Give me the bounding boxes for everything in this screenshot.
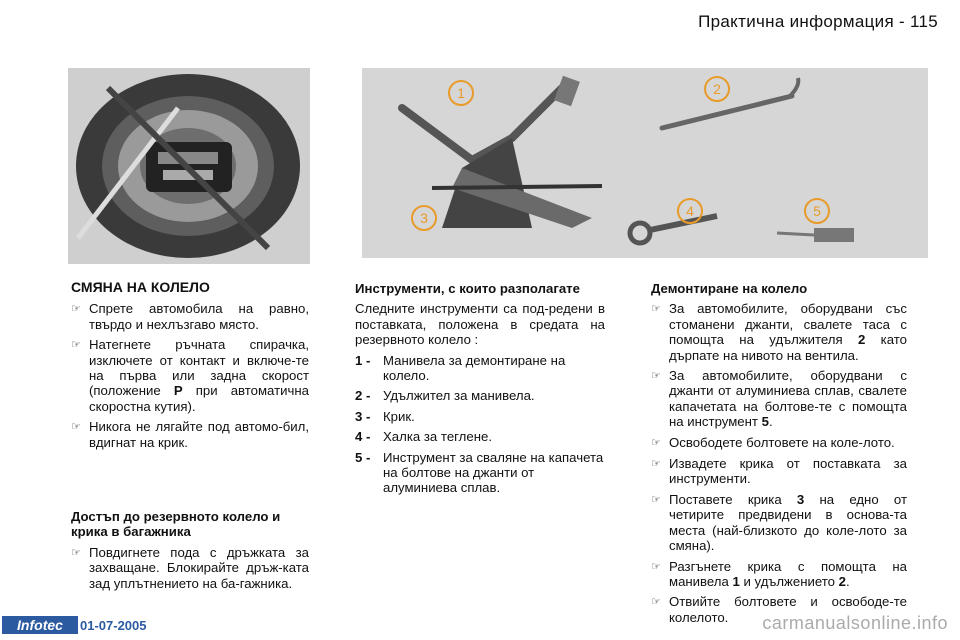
footer-date: 01-07-2005 [80, 618, 147, 633]
watermark-site: carmanualsonline.info [762, 613, 948, 633]
cap-remover-icon [814, 228, 854, 242]
hand-pointer-icon: ☞ [71, 339, 81, 352]
list-item: ☞ Извадете крика от поставката за инструменти. [651, 456, 907, 487]
list-item: 1 - Манивела за демонтиране на колело. [355, 352, 566, 384]
list-item: 3 - Крик. [355, 408, 415, 424]
svg-text:4: 4 [686, 203, 694, 219]
hand-pointer-icon: ☞ [651, 370, 661, 383]
right-column [651, 281, 907, 630]
hand-pointer-icon: ☞ [71, 546, 81, 559]
list-item: ☞ Поставете крика 3 на едно от четирите предвидени в основа-та места (най-близкото до коле-лото за смяна). [651, 491, 907, 554]
section-title-tools: Инструменти, с които разполагате [355, 281, 580, 296]
hand-pointer-icon: ☞ [71, 421, 81, 434]
hand-pointer-icon: ☞ [651, 458, 661, 471]
section-title-change-wheel: СМЯНА НА КОЛЕЛО [71, 279, 210, 295]
list-item: ☞ Спрете автомобила на равно, твърдо и нехлъзгаво място. [71, 301, 309, 332]
hand-pointer-icon: ☞ [651, 560, 661, 573]
spare-wheel-illustration [68, 68, 310, 264]
infotec-logo: Infotec [2, 616, 78, 634]
page-header: Практична информация - 115 [698, 12, 938, 31]
list-item: ☞ Натегнете ръчната спирачка, изключете от контакт и включе-те на първа или задна скорост (положение P при автоматична скоростна кутия). [71, 337, 309, 414]
hand-pointer-icon: ☞ [651, 596, 661, 609]
svg-text:1: 1 [457, 85, 465, 101]
list-item: 5 - Инструмент за сваляне на капачета на болтове на джанти от алуминиева сплав. [355, 449, 604, 496]
hand-pointer-icon: ☞ [651, 303, 661, 316]
list-item: ☞ Освободете болтовете на коле-лото. [651, 434, 895, 450]
hand-pointer-icon: ☞ [71, 303, 81, 316]
svg-text:2: 2 [713, 81, 721, 97]
list-item: 4 - Халка за теглене. [355, 429, 492, 445]
list-item: 2 - Удължител за манивела. [355, 388, 535, 404]
list-item: ☞ За автомобилите, оборудвани с джанти от алуминиева сплав, свалете капачетата на болтове-те с помощта на инструмент 5. [651, 368, 907, 430]
hand-pointer-icon: ☞ [651, 493, 661, 506]
hand-pointer-icon: ☞ [651, 436, 661, 449]
section-title-spare-access: Достъп до резервното колело и крика в багажника [71, 509, 281, 540]
list-item: ☞ Отвийте болтовете и освободе-те колелото. [651, 594, 907, 625]
left-column [71, 280, 309, 596]
section-title-remove-wheel: Демонтиране на колело [651, 281, 808, 296]
tools-intro: Следните инструменти са под-редени в поставката, положена в средата на резервното колело : [355, 301, 605, 348]
middle-column [355, 281, 605, 501]
svg-text:3: 3 [420, 210, 428, 226]
list-item: ☞ Разгънете крика с помощта на манивела 1 и удължението 2. [651, 558, 907, 589]
tools-illustration [362, 68, 928, 258]
list-item: ☞ Повдигнете пода с дръжката за захващане. Блокирайте дръж-ката зад уплътнението на ба-гажника. [71, 544, 309, 591]
list-item: ☞ За автомобилите, оборудвани със стоманени джанти, свалете таса с помощта на удължителя 2 като дърпате на нивото на вентила. [651, 301, 908, 363]
list-item: ☞ Никога не лягайте под автомо-бил, вдигнат на крик. [71, 419, 309, 450]
svg-text:5: 5 [813, 203, 821, 219]
spare-wheel-photo [68, 68, 310, 264]
